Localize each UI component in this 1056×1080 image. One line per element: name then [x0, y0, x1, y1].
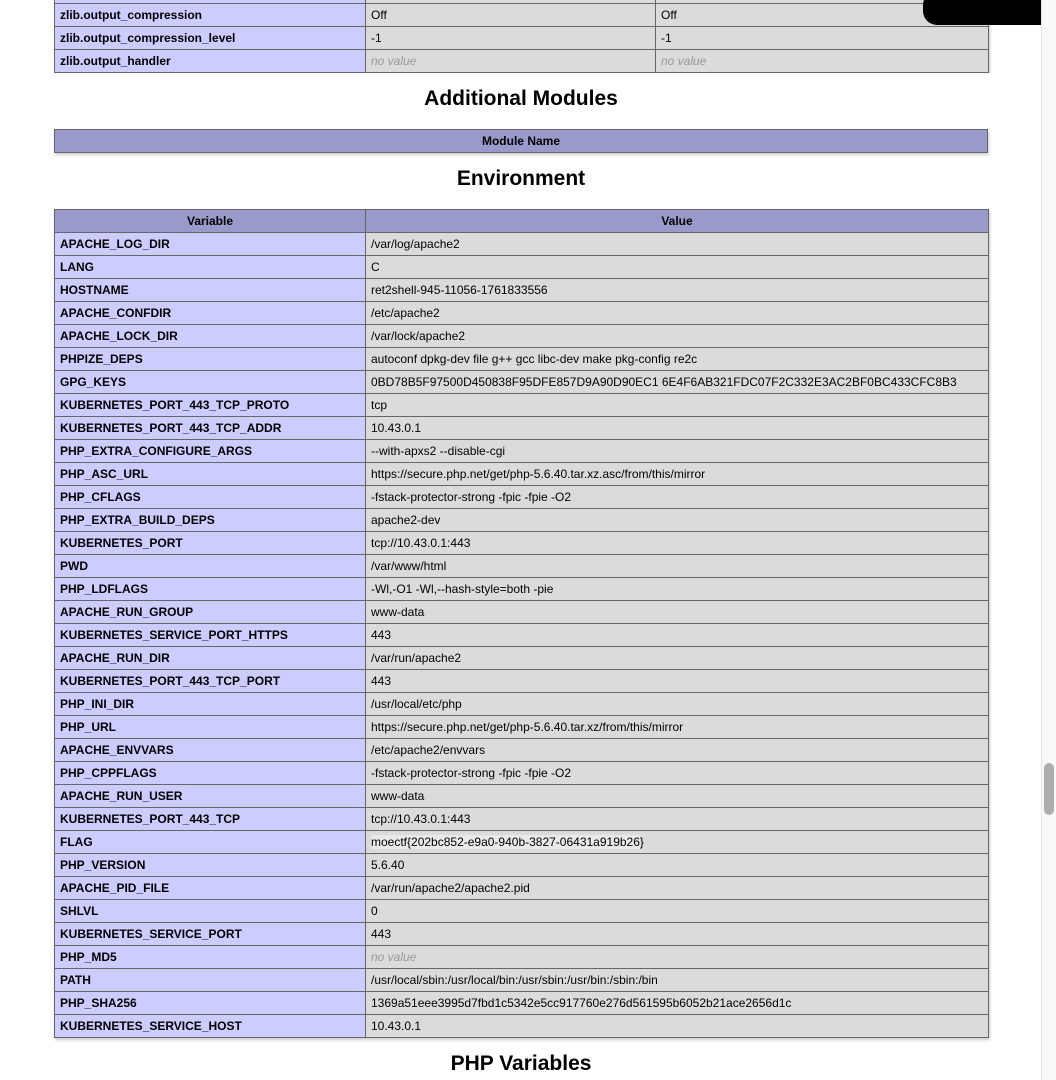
env-value-cell: /usr/local/sbin:/usr/local/bin:/usr/sbin:/usr/bin:/sbin:/bin: [366, 969, 989, 992]
environment-table-row: [55, 647, 989, 670]
env-variable-cell: PHP_CPPFLAGS: [55, 762, 366, 785]
env-value-cell: ret2shell-945-11056-1761833556: [366, 279, 989, 302]
env-value-cell: 443: [366, 923, 989, 946]
zlib-table-clip: [54, 0, 994, 73]
module-name-header-row: [55, 130, 988, 153]
environment-table-row: [55, 831, 989, 854]
env-value-cell: /var/lock/apache2: [366, 325, 989, 348]
env-value-cell: --with-apxs2 --disable-cgi: [366, 440, 989, 463]
env-variable-cell: KUBERNETES_PORT_443_TCP_PORT: [55, 670, 366, 693]
env-variable-cell: PHP_EXTRA_CONFIGURE_ARGS: [55, 440, 366, 463]
master-value-cell: Off: [656, 4, 989, 27]
environment-table-row: [55, 532, 989, 555]
env-value-cell: 10.43.0.1: [366, 417, 989, 440]
env-variable-cell: PHP_CFLAGS: [55, 486, 366, 509]
local-value-cell: no value: [366, 50, 656, 73]
master-value-cell: -1: [656, 27, 989, 50]
environment-table-row: [55, 601, 989, 624]
env-variable-cell: PHP_EXTRA_BUILD_DEPS: [55, 509, 366, 532]
environment-table-row: [55, 762, 989, 785]
env-variable-cell: KUBERNETES_SERVICE_PORT: [55, 923, 366, 946]
env-value-cell: autoconf dpkg-dev file g++ gcc libc-dev make pkg-config re2c: [366, 348, 989, 371]
env-value-cell: C: [366, 256, 989, 279]
env-value-cell: www-data: [366, 601, 989, 624]
env-value-cell: https://secure.php.net/get/php-5.6.40.tar.xz/from/this/mirror: [366, 716, 989, 739]
env-value-cell: /var/run/apache2/apache2.pid: [366, 877, 989, 900]
environment-table-row: [55, 693, 989, 716]
env-value-cell: /var/run/apache2: [366, 647, 989, 670]
env-variable-cell: APACHE_LOG_DIR: [55, 233, 366, 256]
env-variable-cell: LANG: [55, 256, 366, 279]
environment-table-row: [55, 463, 989, 486]
environment-table-row: [55, 900, 989, 923]
env-value-cell: tcp://10.43.0.1:443: [366, 532, 989, 555]
env-variable-cell: PHP_SHA256: [55, 992, 366, 1015]
env-variable-cell: APACHE_ENVVARS: [55, 739, 366, 762]
local-value-cell: Off: [366, 4, 656, 27]
section-title-php-variables: PHP Variables: [450, 1052, 592, 1075]
env-value-cell: tcp: [366, 394, 989, 417]
env-value-cell: tcp://10.43.0.1:443: [366, 808, 989, 831]
env-variable-cell: KUBERNETES_SERVICE_PORT_HTTPS: [55, 624, 366, 647]
env-value-cell: no value: [366, 946, 989, 969]
environment-table-row: [55, 716, 989, 739]
env-value-cell: 0BD78B5F97500D450838F95DFE857D9A90D90EC1 6E4F6AB321FDC07F2C332E3AC2BF0BC433CFC8B3: [366, 371, 989, 394]
environment-table-row: [55, 417, 989, 440]
directive-name-cell: zlib.output_compression: [55, 4, 366, 27]
environment-table-row: [55, 279, 989, 302]
zlib-table: [54, 0, 989, 73]
env-variable-cell: APACHE_CONFDIR: [55, 302, 366, 325]
directive-name-cell: zlib.output_handler: [55, 50, 366, 73]
environment-table-row: [55, 785, 989, 808]
environment-table-row: [55, 302, 989, 325]
module-name-header: Module Name: [55, 130, 988, 153]
environment-table-row: [55, 969, 989, 992]
environment-table-row: [55, 440, 989, 463]
env-variable-cell: APACHE_RUN_USER: [55, 785, 366, 808]
environment-table-row: [55, 854, 989, 877]
env-variable-cell: PHP_VERSION: [55, 854, 366, 877]
env-value-cell: /var/www/html: [366, 555, 989, 578]
scrollbar-thumb[interactable]: [1044, 763, 1054, 815]
environment-table-row: [55, 992, 989, 1015]
environment-table-row: [55, 233, 989, 256]
environment-table-row: [55, 670, 989, 693]
env-variable-cell: FLAG: [55, 831, 366, 854]
section-title-additional-modules: Additional Modules: [424, 87, 618, 110]
env-variable-cell: PHP_URL: [55, 716, 366, 739]
redaction-blob: [923, 0, 1056, 25]
env-value-cell: apache2-dev: [366, 509, 989, 532]
env-variable-cell: KUBERNETES_PORT_443_TCP_PROTO: [55, 394, 366, 417]
env-variable-cell: KUBERNETES_PORT: [55, 532, 366, 555]
env-variable-cell: APACHE_LOCK_DIR: [55, 325, 366, 348]
env-value-cell: https://secure.php.net/get/php-5.6.40.tar.xz.asc/from/this/mirror: [366, 463, 989, 486]
master-value-cell: no value: [656, 50, 989, 73]
env-value-cell: /var/log/apache2: [366, 233, 989, 256]
section-title-environment: Environment: [456, 167, 586, 190]
env-variable-cell: PATH: [55, 969, 366, 992]
env-value-cell: -Wl,-O1 -Wl,--hash-style=both -pie: [366, 578, 989, 601]
flag-value-tail: }: [639, 835, 644, 849]
env-variable-cell: KUBERNETES_PORT_443_TCP: [55, 808, 366, 831]
environment-table-body: [55, 210, 989, 1038]
zlib-table-body: [55, 0, 989, 73]
env-variable-cell: APACHE_PID_FILE: [55, 877, 366, 900]
zlib-table-row: [55, 50, 989, 73]
env-variable-cell: KUBERNETES_PORT_443_TCP_ADDR: [55, 417, 366, 440]
module-name-table: [54, 129, 988, 153]
phpinfo-page: [54, 0, 988, 1076]
env-value-cell: [366, 831, 989, 854]
environment-table-row: [55, 325, 989, 348]
env-value-cell: /etc/apache2/envvars: [366, 739, 989, 762]
environment-table-row: [55, 256, 989, 279]
scrollbar-track[interactable]: [1041, 0, 1056, 1080]
environment-table-row: [55, 739, 989, 762]
directive-name-cell: zlib.output_compression_level: [55, 27, 366, 50]
env-variable-cell: PHP_MD5: [55, 946, 366, 969]
env-variable-cell: PWD: [55, 555, 366, 578]
zlib-table-row: [55, 27, 989, 50]
env-value-cell: www-data: [366, 785, 989, 808]
value-column-header: Value: [366, 210, 989, 233]
environment-table-row: [55, 624, 989, 647]
environment-table-row: [55, 486, 989, 509]
env-value-cell: 443: [366, 624, 989, 647]
environment-table-row: [55, 509, 989, 532]
environment-table-row: [55, 1015, 989, 1038]
env-variable-cell: PHP_INI_DIR: [55, 693, 366, 716]
environment-table-row: [55, 555, 989, 578]
env-value-cell: 0: [366, 900, 989, 923]
local-value-cell: -1: [366, 27, 656, 50]
environment-table-row: [55, 923, 989, 946]
zlib-table-row: [55, 4, 989, 27]
env-value-cell: 10.43.0.1: [366, 1015, 989, 1038]
env-variable-cell: PHP_ASC_URL: [55, 463, 366, 486]
env-variable-cell: APACHE_RUN_GROUP: [55, 601, 366, 624]
environment-table-row: [55, 877, 989, 900]
env-value-cell: /usr/local/etc/php: [366, 693, 989, 716]
env-value-cell: 1369a51eee3995d7fbd1c5342e5cc917760e276d561595b6052b21ace2656d1c: [366, 992, 989, 1015]
environment-table-row: [55, 578, 989, 601]
env-variable-cell: KUBERNETES_SERVICE_HOST: [55, 1015, 366, 1038]
environment-table-row: [55, 946, 989, 969]
environment-table-row: [55, 808, 989, 831]
env-variable-cell: PHP_LDFLAGS: [55, 578, 366, 601]
environment-header-row: [55, 210, 989, 233]
env-variable-cell: HOSTNAME: [55, 279, 366, 302]
env-value-cell: /etc/apache2: [366, 302, 989, 325]
env-variable-cell: PHPIZE_DEPS: [55, 348, 366, 371]
env-value-cell: 443: [366, 670, 989, 693]
variable-column-header: Variable: [55, 210, 366, 233]
env-value-cell: 5.6.40: [366, 854, 989, 877]
env-variable-cell: GPG_KEYS: [55, 371, 366, 394]
env-value-cell: -fstack-protector-strong -fpic -fpie -O2: [366, 762, 989, 785]
environment-table-row: [55, 394, 989, 417]
environment-table: [54, 209, 989, 1038]
environment-table-row: [55, 371, 989, 394]
env-variable-cell: SHLVL: [55, 900, 366, 923]
environment-table-row: [55, 348, 989, 371]
env-value-cell: -fstack-protector-strong -fpic -fpie -O2: [366, 486, 989, 509]
env-variable-cell: APACHE_RUN_DIR: [55, 647, 366, 670]
flag-value-highlight: moectf{202bc852-e9a0-940b-3827-06431a919b26: [371, 835, 640, 849]
